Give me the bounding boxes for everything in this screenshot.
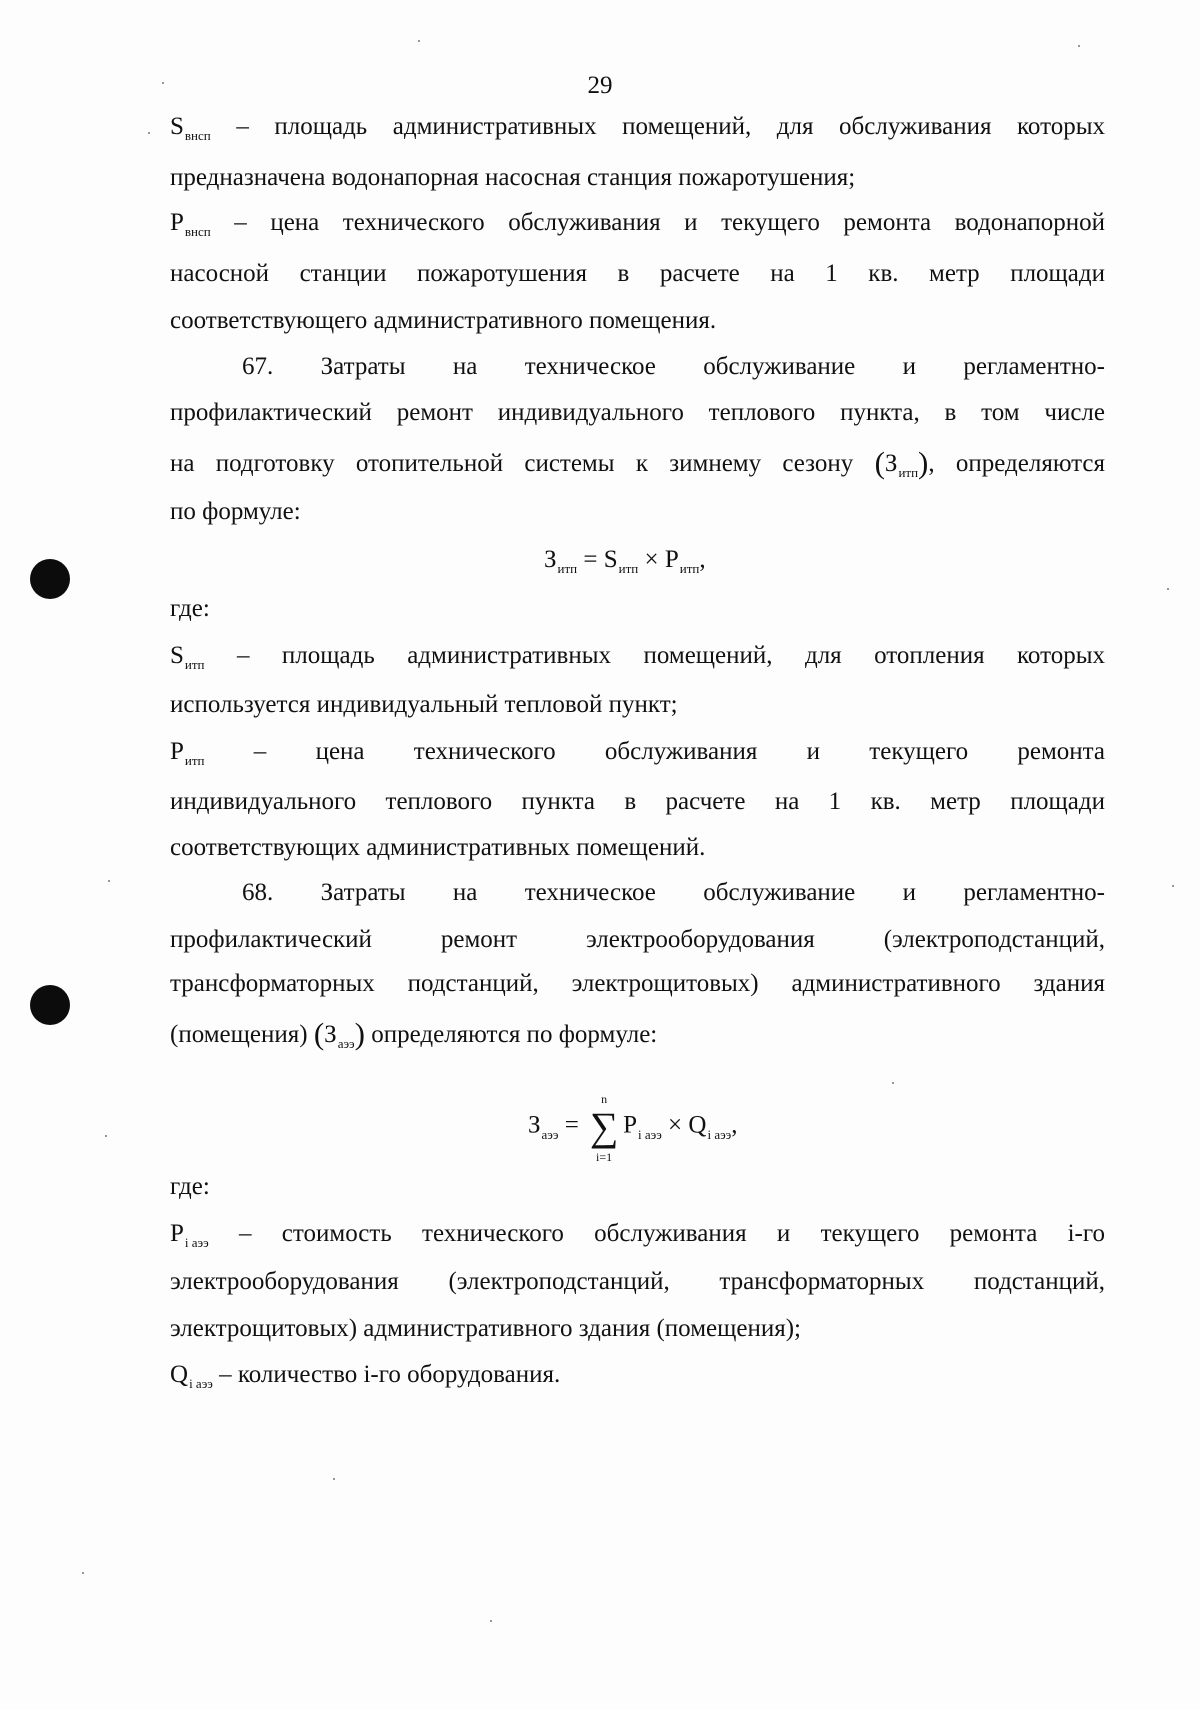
scan-speck (105, 1135, 107, 1137)
paragraph-68-line: (помещения) $(З_{аээ})$ определяются по формуле: (170, 1016, 658, 1051)
scan-speck (490, 1620, 492, 1622)
symbol: $S_{итп}$ (170, 642, 205, 672)
text-line: электрощитовых) административного здания (помещения); (170, 1315, 801, 1342)
inline-symbol: $(З_{итп})$ (874, 445, 929, 480)
paragraph-67-line: профилактический ремонт индивидуального теплового пункта, в том числе (170, 399, 1105, 426)
paragraph-68-line: 68. Затраты на техническое обслуживание и регламентно- (242, 879, 1105, 906)
scan-speck (333, 1478, 335, 1480)
definition-text: – площадь административных помещений, для обслуживания которых (236, 113, 1105, 140)
scan-speck (1167, 588, 1169, 590)
scan-speck (1078, 45, 1080, 47)
scan-speck (148, 132, 150, 134)
text-line: электрооборудования (электроподстанций, трансформаторных подстанций, (170, 1268, 1105, 1295)
where-label: где: (170, 1173, 210, 1200)
text-line: насосной станции пожаротушения в расчете на 1 кв. метр площади (170, 260, 1105, 287)
symbol: $P_{внсп}$ (170, 209, 211, 239)
definition-p-itp (170, 737, 1105, 770)
scan-speck (418, 40, 420, 42)
scan-speck (108, 880, 110, 882)
formula-z-aee: $З_{аээ}$ = n ∑ i=1 $P_{i аээ} \times Q_{i аээ}$, (528, 1092, 738, 1164)
definition-p-vnsp (170, 208, 1105, 241)
definition-s-itp (170, 641, 1105, 674)
symbol: $Q_{i аээ}$ (170, 1361, 213, 1391)
definition-text: – площадь административных помещений, для отопления которых (236, 642, 1105, 669)
text-line: предназначена водонапорная насосная станция пожаротушения; (170, 164, 856, 191)
definition-s-vnsp (170, 112, 1105, 145)
scan-speck (892, 1082, 894, 1084)
page-number: 29 (587, 72, 613, 99)
paragraph-67-line: на подготовку отопительной системы к зимнему сезону $(З_{итп})$, определяются (170, 445, 1106, 480)
text-line: используется индивидуальный тепловой пункт; (170, 691, 678, 718)
where-label: где: (170, 595, 210, 622)
punch-hole (30, 559, 70, 599)
scan-speck (82, 1572, 84, 1574)
scan-speck (1172, 885, 1174, 887)
paragraph-68-line: профилактический ремонт электрооборудования (электроподстанций, (170, 926, 1105, 953)
scan-speck (162, 82, 164, 84)
symbol: $S_{внсп}$ (170, 113, 211, 143)
symbol: $P_{i аээ}$ (170, 1220, 209, 1250)
paragraph-68-line: трансформаторных подстанций, электрощитовых) административного здания (170, 970, 1105, 997)
formula-z-itp: $З_{итп} = S_{итп} \times P_{итп}$, (544, 546, 706, 576)
definition-p-i-aee (170, 1219, 1105, 1252)
text-line: соответствующего административного помещения. (170, 307, 717, 334)
definition-text: – цена технического обслуживания и текущего ремонта водонапорной (234, 209, 1105, 236)
text-line: соответствующих административных помещений. (170, 834, 706, 861)
inline-symbol: $(З_{аээ})$ (313, 1016, 365, 1051)
paragraph-67-line: по формуле: (170, 498, 301, 525)
definition-text: – цена технического обслуживания и текущего ремонта (253, 738, 1106, 765)
summation-sign: n ∑ i=1 (589, 1092, 619, 1164)
symbol: $P_{итп}$ (170, 738, 205, 768)
paragraph-67-line: 67. Затраты на техническое обслуживание и регламентно- (242, 353, 1105, 380)
definition-text: – количество i-го оборудования. (219, 1361, 561, 1388)
definition-text: – стоимость технического обслуживания и текущего ремонта i-го (239, 1220, 1105, 1247)
text-line: индивидуального теплового пункта в расчете на 1 кв. метр площади (170, 788, 1105, 815)
definition-q-i-aee (170, 1360, 1105, 1393)
punch-hole (30, 985, 70, 1025)
